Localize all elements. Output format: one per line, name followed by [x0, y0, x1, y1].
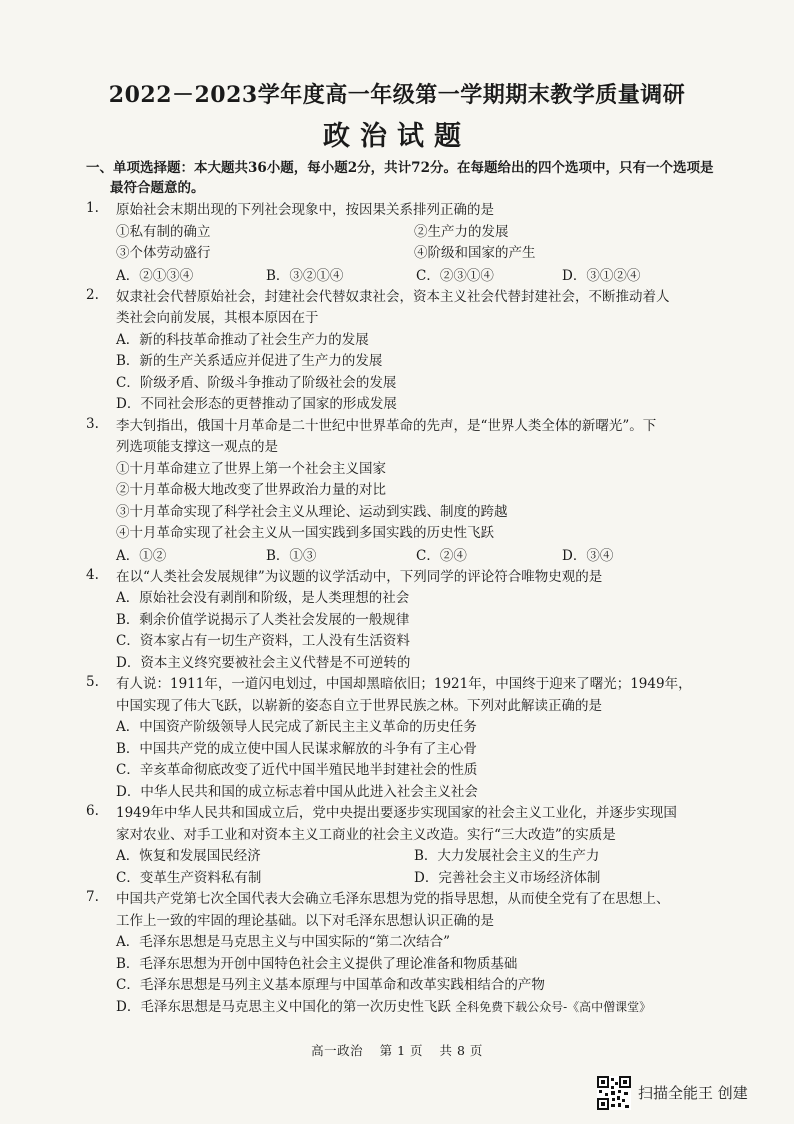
option-d: D．③①②④: [562, 267, 641, 284]
option-d: D．中华人民共和国的成立标志着中国从此进入社会主义社会: [116, 783, 478, 800]
statement-row: [116, 222, 734, 244]
statement-item: ①十月革命建立了世界上第一个社会主义国家: [116, 460, 386, 477]
option-d: D．资本主义终究要被社会主义代替是不可逆转的: [116, 654, 411, 671]
question-number: 5.: [86, 674, 99, 690]
question-6: [86, 803, 734, 889]
question-number: 6.: [86, 803, 99, 819]
option-row: [116, 265, 734, 287]
statement-item: ②十月革命极大地改变了世界政治力量的对比: [116, 482, 386, 498]
option-c: C．毛泽东思想是马列主义基本原理与中国革命和改革实践相结合的产物: [116, 977, 545, 993]
question-1: [86, 200, 734, 287]
question-4: [86, 567, 734, 675]
option-row: [116, 868, 734, 890]
question-number: 3.: [86, 415, 99, 432]
question-stem-continued: 中国实现了伟大飞跃，以崭新的姿态自立于世界民族之林。下列对此解读正确的是: [116, 697, 602, 714]
option-c: C．辛亥革命彻底改变了近代中国半殖民地半封建社会的性质: [116, 762, 478, 778]
question-stem: 中国共产党第七次全国代表大会确立毛泽东思想为党的指导思想，从而使全党有了在思想上、: [116, 891, 670, 907]
question-stem-continued: 类社会向前发展，其根本原因在于: [116, 310, 319, 326]
option-a: A．①②: [116, 547, 167, 564]
section-heading-text: 一、单项选择题：本大题共36小题，每小题2分，共计72分。在每题给出的四个选项中，只有一个选项是最符合题意的。: [86, 160, 714, 196]
footer-subject: 高一政治: [311, 1043, 364, 1058]
option-b: B．①③: [266, 547, 317, 564]
option-b: B．③②①④: [266, 267, 344, 284]
option-b: B．大力发展社会主义的生产力: [414, 848, 600, 864]
option-d-line: [116, 997, 734, 1019]
question-stem-continued: 家对农业、对手工业和对资本主义工商业的社会主义改造。实行“三大改造”的实质是: [116, 826, 616, 843]
question-7: [86, 889, 734, 1018]
question-stem: 原始社会末期出现的下列社会现象中，按因果关系排列正确的是: [116, 202, 494, 218]
question-stem-continued: 列选项能支撑这一观点的是: [116, 439, 278, 455]
option-c: C．变革生产资料私有制: [116, 869, 262, 886]
question-stem: 在以“人类社会发展规律”为议题的议学活动中，下列同学的评论符合唯物史观的是: [116, 568, 603, 585]
statement-item: ③个体劳动盛行: [116, 245, 211, 261]
question-number: 2.: [86, 286, 99, 303]
option-c: C．②④: [416, 547, 467, 564]
option-c: C．②③①④: [416, 267, 494, 284]
question-stem: 有人说：1911年，一道闪电划过，中国却黑暗依旧；1921年，中国终于迎来了曙光；1949年，: [116, 676, 692, 692]
question-stem: 李大钊指出，俄国十月革命是二十世纪中世界革命的先声，是“世界人类全体的新曙光”。下: [116, 417, 657, 434]
option-b: B．中国共产党的成立使中国人民谋求解放的斗争有了主心骨: [116, 740, 477, 757]
statement-item: ④阶级和国家的产生: [414, 245, 536, 261]
question-list: [86, 200, 734, 1018]
option-a: A．毛泽东思想是马克思主义与中国实际的“第二次结合”: [116, 934, 451, 950]
footer-page-number: 第 1 页: [379, 1043, 423, 1058]
option-b: B．剩余价值学说揭示了人类社会发展的一般规律: [116, 611, 410, 628]
question-number: 4.: [86, 566, 99, 583]
option-c: C．阶级矛盾、阶级斗争推动了阶级社会的发展: [116, 374, 397, 391]
option-d: D．毛泽东思想是马克思主义中国化的第一次历史性飞跃: [116, 998, 451, 1015]
option-d: D．不同社会形态的更替推动了国家的形成发展: [116, 396, 397, 412]
statement-item: ②生产力的发展: [414, 223, 509, 240]
question-2: [86, 287, 734, 416]
option-b: B．新的生产关系适应并促进了生产力的发展: [116, 353, 383, 369]
statement-item: ④十月革命实现了社会主义从一国实践到多国实践的历史性飞跃: [116, 525, 494, 541]
section-heading: [86, 158, 726, 198]
option-c: C．资本家占有一切生产资料，工人没有生活资料: [116, 633, 410, 649]
question-number: 1.: [86, 200, 99, 216]
option-a: A．②①③④: [116, 267, 194, 284]
option-a: A．原始社会没有剥削和阶级，是人类理想的社会: [116, 590, 410, 606]
option-d: D．③④: [562, 547, 614, 564]
statement-row: [116, 243, 734, 265]
question-stem: 奴隶社会代替原始社会，封建社会代替奴隶社会，资本主义社会代替封建社会，不断推动着人: [116, 288, 670, 305]
question-5: [86, 674, 734, 803]
option-a: A．新的科技革命推动了社会生产力的发展: [116, 331, 369, 348]
option-row: [116, 545, 734, 567]
subject-title: 政治试题: [323, 121, 471, 152]
qr-code-icon: [597, 1076, 631, 1110]
statement-item: ③十月革命实现了科学社会主义从理论、运动到实践、制度的跨越: [116, 503, 508, 520]
page-footer: [0, 1041, 794, 1059]
question-number: 7.: [86, 889, 99, 905]
option-row: [116, 846, 734, 868]
option-d: D．完善社会主义市场经济体制: [414, 869, 601, 886]
footer-total-pages: 共 8 页: [439, 1043, 483, 1058]
promo-text: 全科免费下载公众号-《高中僧课堂》: [455, 999, 652, 1014]
question-3: [86, 416, 734, 567]
statement-item: ①私有制的确立: [116, 223, 211, 240]
question-stem: 1949年中华人民共和国成立后，党中央提出要逐步实现国家的社会主义工业化，并逐步实现国: [116, 805, 677, 821]
option-a: A．恢复和发展国民经济: [116, 848, 261, 864]
scanner-watermark: 扫描全能王 创建: [638, 1084, 748, 1102]
option-a: A．中国资产阶级领导人民完成了新民主主义革命的历史任务: [116, 719, 477, 735]
question-stem-continued: 工作上一致的牢固的理论基础。以下对毛泽东思想认识正确的是: [116, 912, 494, 929]
option-b: B．毛泽东思想为开创中国特色社会主义提供了理论准备和物质基础: [116, 955, 518, 972]
exam-title: 2022－2023学年度高一年级第一学期期末教学质量调研: [108, 82, 686, 108]
